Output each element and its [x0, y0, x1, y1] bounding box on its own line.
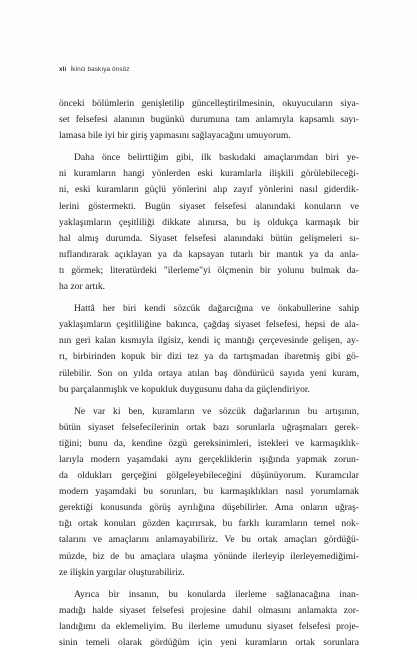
text-line: müzde, biz de bu amaçlara ulaşma yönünde ilerleyip ilerleyemediğimi- — [59, 550, 359, 562]
text-line: tığı ortak konuları gözden kaçırırsak, bu farklı kuramların temel nok- — [59, 518, 359, 530]
text-line: lerini göstermekti. Bugün siyaset felsefesi alanındaki konuların ve — [59, 200, 359, 212]
text-line: sinin temeli olarak gördüğüm için yeni kuramların ortak sorunlara — [59, 637, 359, 648]
text-line: gerektiği konusunda görüş ayrılığına düşebilirler. Ama onların uğraş- — [59, 502, 359, 514]
text-line: tiğini; bunu da, kendine özgü gereksinimleri, istekleri ve karmaşıklık- — [59, 437, 359, 449]
text-line: nıflandırarak açıklayan ya da kapsayan tutarlı bir mantık ya da anla- — [59, 248, 359, 260]
text-line: madığı halde siyaset felsefesi projesine dahil olmasını anlamakta zor- — [59, 604, 359, 616]
text-line: yaklaşımların çeşitliliğine bakınca, çağdaş siyaset felsefesi, hepsi de ala- — [59, 319, 359, 331]
text-line: tı görmek; literatürdeki "ilerleme"yi ölçmenin bir yolunu bulmak da- — [59, 264, 359, 276]
running-header — [59, 66, 130, 73]
body-text — [59, 96, 359, 651]
page-number: xli — [59, 66, 67, 73]
text-line: set felsefesi alanının bugünkü durumuna tam anlamıyla kapsamlı sayı- — [59, 114, 359, 126]
text-line: modern yaşamdaki bu sorunları, bu karmaşıklıkları nasıl yorumlamak — [59, 486, 359, 498]
paragraph — [59, 96, 359, 144]
text-line: nın geri kalan kısmıyla ilgisiz, kendi iç mantığı çerçevesinde gelişen, ay- — [59, 335, 359, 347]
paragraph — [59, 150, 359, 295]
text-line: Hattâ her biri kendi sözcük dağarcığına ve önkabullerine sahip — [74, 303, 359, 315]
text-line: landığımı da eklemeliyim. Bu ilerleme umudunu siyaset felsefesi proje- — [59, 620, 359, 632]
paragraph — [59, 587, 359, 651]
text-line: lamasa bile iyi bir giriş yapmasını sağlayacağını umuyorum. — [59, 130, 291, 142]
text-line: Ne var ki ben, kuramların ve sözcük dağarlarının bu artışının, — [74, 405, 359, 417]
paragraph — [59, 404, 359, 581]
text-line: ni kuramların hangi yönlerden eski kuramlarla ilişkili görülebileceği- — [59, 168, 359, 180]
text-line: Daha önce belirttiğim gibi, ilk baskıdaki amaçlarımdan biri ye- — [74, 152, 359, 164]
paragraph — [59, 301, 359, 398]
text-line: ha zor artık. — [59, 281, 106, 293]
text-line: ze ilişkin yargılar oluşturabiliriz. — [59, 566, 185, 578]
text-line: larıyla modern yaşamdaki aynı gerçekliklerin ışığında yapmak zorun- — [59, 453, 359, 465]
running-title: İkinci baskıya önsöz — [70, 66, 130, 73]
text-line: ni, eski kuramların güçlü yönlerini alıp zayıf yönlerini nasıl giderdik- — [59, 184, 359, 196]
text-line: bu parçalanmışlık ve kopukluk duygusunu daha da güçlendiriyor. — [59, 383, 310, 395]
text-line: da oldukları gerçeğini gölgeleyebileceğini düşünüyorum. Kuramcılar — [59, 470, 359, 482]
text-line: rülebilir. Son on yılda ortaya atılan baş döndürücü sayıda yeni kuram, — [59, 367, 359, 379]
text-line: hal almış durumda. Siyaset felsefesi alanındaki bütün gelişmeleri sı- — [59, 232, 359, 244]
text-line: talarını ve amaçlarını anlamayabiliriz. Ve bu ortak amaçları gördüğü- — [59, 534, 359, 546]
text-line: rı, birbirinden kopuk bir dizi tez ya da tartışmadan ibaretmiş gibi gö- — [59, 351, 359, 363]
text-line: bütün siyaset felsefecilerinin ortak bazı sorunlarla uğraşmaları gerek- — [59, 421, 359, 433]
text-line: Ayrıca bir insanın, bu konularda ilerleme sağlanacağına inan- — [74, 588, 359, 600]
text-line: önceki bölümlerin genişletilip güncelleştirilmesinin, okuyucuların siya- — [59, 98, 359, 109]
text-line: yaklaşımların çeşitliliği dikkate alınırsa, bu iş oldukça karmaşık bir — [59, 216, 359, 228]
